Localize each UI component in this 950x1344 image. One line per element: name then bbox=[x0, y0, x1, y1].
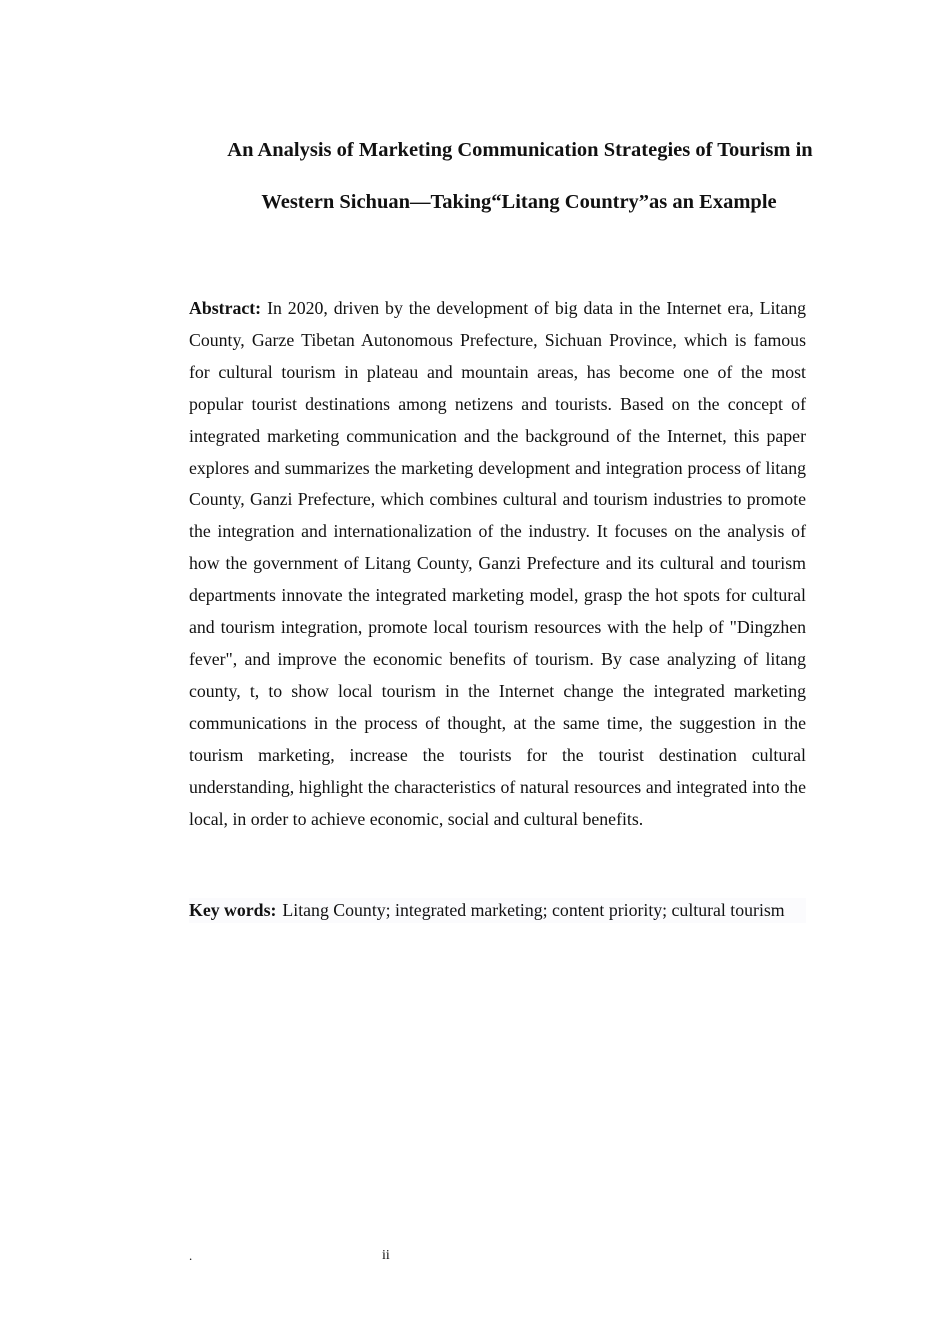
abstract-text: In 2020, driven by the development of big data in the Internet era, Litang County, Garze Tibetan Autonomous Prefecture, Sichuan Province, which is famous for cultural tourism in plateau and mountain areas, has become one of the most popular tourist destinations among netizens and tourists. Based on the concept of integrated marketing communication and the background of the Internet, this paper explores and summarizes the marketing development and integration process of litang County, Ganzi Prefecture, which combines cultural and tourism industries to promote the integration and internationalization of the industry. It focuses on the analysis of how the government of Litang County, Ganzi Prefecture and its cultural and tourism departments innovate the integrated marketing model, grasp the hot spots for cultural and tourism integration, promote local tourism resources with the help of "Dingzhen fever", and improve the economic benefits of tourism. By case analyzing of litang county, t, to show local tourism in the Internet change the integrated marketing communications in the process of thought, at the same time, the suggestion in the tourism marketing, increase the tourists for the tourist destination cultural understanding, highlight the characteristics of natural resources and integrated into the local, in order to achieve economic, social and cultural benefits. bbox=[189, 298, 806, 829]
footer-mark: . bbox=[189, 1248, 193, 1263]
keywords-text: Litang County; integrated marketing; content priority; cultural tourism bbox=[282, 900, 785, 920]
abstract-paragraph bbox=[189, 293, 806, 835]
title-line-2: Western Sichuan—Taking“Litang Country”as an Example bbox=[261, 191, 777, 213]
abstract-label: Abstract: bbox=[189, 298, 262, 318]
title-line-1: An Analysis of Marketing Communication Strategies of Tourism in bbox=[227, 139, 813, 161]
keywords-paragraph bbox=[189, 898, 806, 923]
keywords-label: Key words: bbox=[189, 900, 277, 920]
document-title bbox=[0, 124, 950, 228]
page-number: ii bbox=[382, 1248, 390, 1263]
